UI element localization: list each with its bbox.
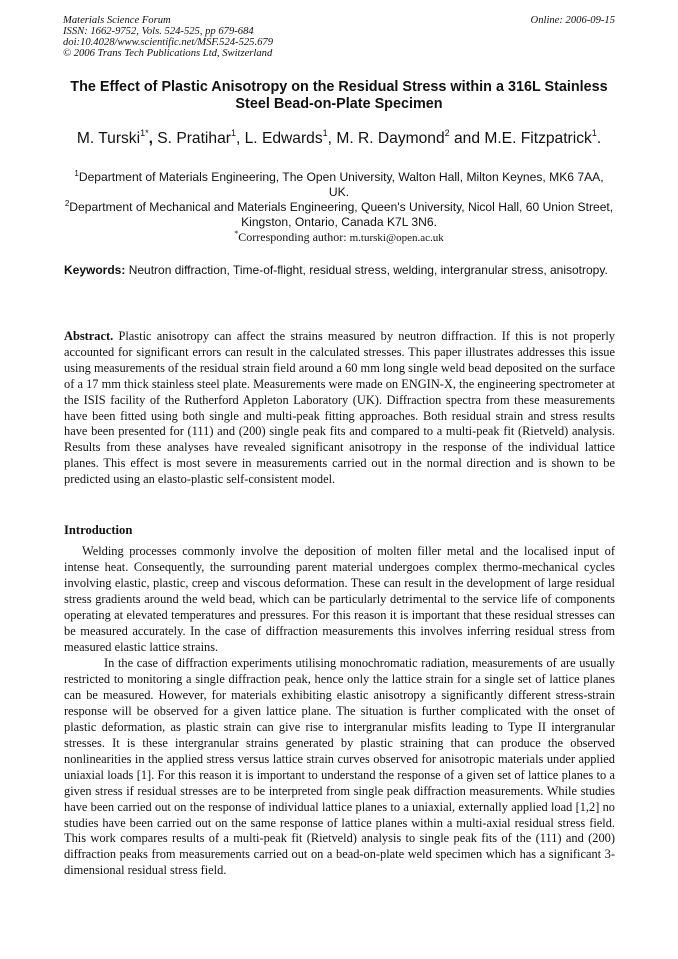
abstract-block xyxy=(64,329,615,488)
author-sup: 1 xyxy=(230,128,236,138)
corresponding-label: Corresponding author: xyxy=(238,230,350,244)
author-separator: , xyxy=(327,130,337,147)
author: S. Pratihar xyxy=(157,130,231,147)
author-end-period: . xyxy=(596,130,602,147)
introduction-paragraph-1: Welding processes commonly involve the deposition of molten filler metal and the localised input of intense heat. Consequently, the surrounding parent material undergoes complex thermo-mechanical cycles involving elastic, plastic, creep and viscous deformation. These can result in the development of large residual stress gradients around the weld bead, which can be particularly detrimental to the service life of components operating at elevated temperatures and pressures. For this reason it is important that these residual stresses can be measured accurately. In the case of diffraction measurements this involves inferring residual stress from measured elastic lattice strains. xyxy=(64,544,615,654)
author: M. R. Daymond xyxy=(336,130,445,147)
issn-line: ISSN: 1662-9752, Vols. 524-525, pp 679-684 xyxy=(63,26,254,37)
affiliation-sup: 2 xyxy=(64,199,70,208)
author-sup: 2 xyxy=(444,128,450,138)
author-sup: 1 xyxy=(322,128,328,138)
journal-header xyxy=(63,15,273,59)
author: M. Turski xyxy=(76,130,141,147)
introduction-heading: Introduction xyxy=(64,523,133,537)
author-separator: , xyxy=(235,130,245,147)
author-separator: and xyxy=(449,130,485,147)
paper-title: The Effect of Plastic Anisotropy on the Residual Stress within a 316L Stainless Steel Bead-on-Plate Specimen xyxy=(70,79,608,112)
online-date: Online: 2006-09-15 xyxy=(530,15,615,26)
affiliation-sup: 1 xyxy=(74,169,79,178)
author-sup: 1* xyxy=(140,128,149,138)
author-sup: 1 xyxy=(591,128,597,138)
doi-line: doi:10.4028/www.scientific.net/MSF.524-525.679 xyxy=(63,37,273,48)
affiliation-2 xyxy=(62,200,616,229)
introduction-paragraph-2: In the case of diffraction experiments utilising monochromatic radiation, measurements of are usually restricted to monitoring a single diffraction peak, hence only the lattice strain for a single set of lattice planes can be measured. However, for materials exhibiting elastic anisotropy a significantly different stress-strain response will be observed for a given lattice plane. The situation is further complicated with the onset of plastic deformation, as plastic strain can give rise to intergranular misfits leading to Type II intergranular stresses. It is these intergranular strains generated by plastic straining that can produce the observed nonlinearities in the applied stress versus lattice strain curves observed for anisotropic materials under applied uniaxial loads [1]. For this reason it is important to understand the response of a given set of lattice planes to a given stress if residual stresses are to be interpreted from single peak diffraction measurements. While studies have been carried out on the response of individual lattice planes to a uniaxial, externally applied load [1,2] no studies have been carried out on the same response of lattice planes within a multi-axial residual stress field. This work compares results of a multi-peak fit (Rietveld) analysis to single peak fits of the (111) and (200) diffraction peaks from measurements carried out on a bead-on-plate weld specimen which has a significant 3-dimensional residual stress field. xyxy=(64,656,615,878)
affiliation-1 xyxy=(70,170,608,199)
copyright-line: © 2006 Trans Tech Publications Ltd, Switzerland xyxy=(63,48,273,59)
affiliation-text: Department of Mechanical and Materials Engineering, Queen's University, Nicol Hall, 60 Union Street, Kingston, Ontario, Canada K7L 3N6. xyxy=(69,200,614,229)
keywords-label: Keywords: xyxy=(64,263,126,277)
keywords-block xyxy=(64,263,615,279)
journal-name: Materials Science Forum xyxy=(63,15,171,26)
abstract-text: Plastic anisotropy can affect the strains measured by neutron diffraction. If this is not properly accounted for significant errors can result in the calculated stresses. This paper illustrates addresses this issue using measurements of the residual strain field around a 60 mm long single weld bead deposited on the surface of a 17 mm thick stainless steel plate. Measurements were made on ENGIN-X, the engineering spectrometer at the ISIS facility of the Rutherford Appleton Laboratory (UK). Diffraction spectra from these measurements have been fitted using both single and multi-peak fitting approaches. Both residual strain and stress results have been presented for (111) and (200) single peak fits and compared to a multi-peak fit (Rietveld) analysis. Results from these analyses have revealed significant anisotropy in the response of the individual lattice planes. This effect is most severe in measurements carried out in the normal direction and is shown to be predicted using an elasto-plastic self-consistent model. xyxy=(64,329,615,487)
abstract-label: Abstract. xyxy=(64,329,114,343)
author-list xyxy=(40,129,638,149)
author: L. Edwards xyxy=(244,130,323,147)
corresponding-author xyxy=(60,230,618,245)
corresponding-email[interactable]: m.turski@open.ac.uk xyxy=(349,232,444,244)
keywords-text: Neutron diffraction, Time-of-flight, residual stress, welding, intergranular stress, anisotropy. xyxy=(128,263,608,277)
affiliation-text: Department of Materials Engineering, The Open University, Walton Hall, Milton Keynes, MK6 7AA, UK. xyxy=(78,170,604,199)
author-separator: , xyxy=(148,130,158,147)
corresponding-sup: * xyxy=(234,229,239,238)
author: M.E. Fitzpatrick xyxy=(484,130,592,147)
